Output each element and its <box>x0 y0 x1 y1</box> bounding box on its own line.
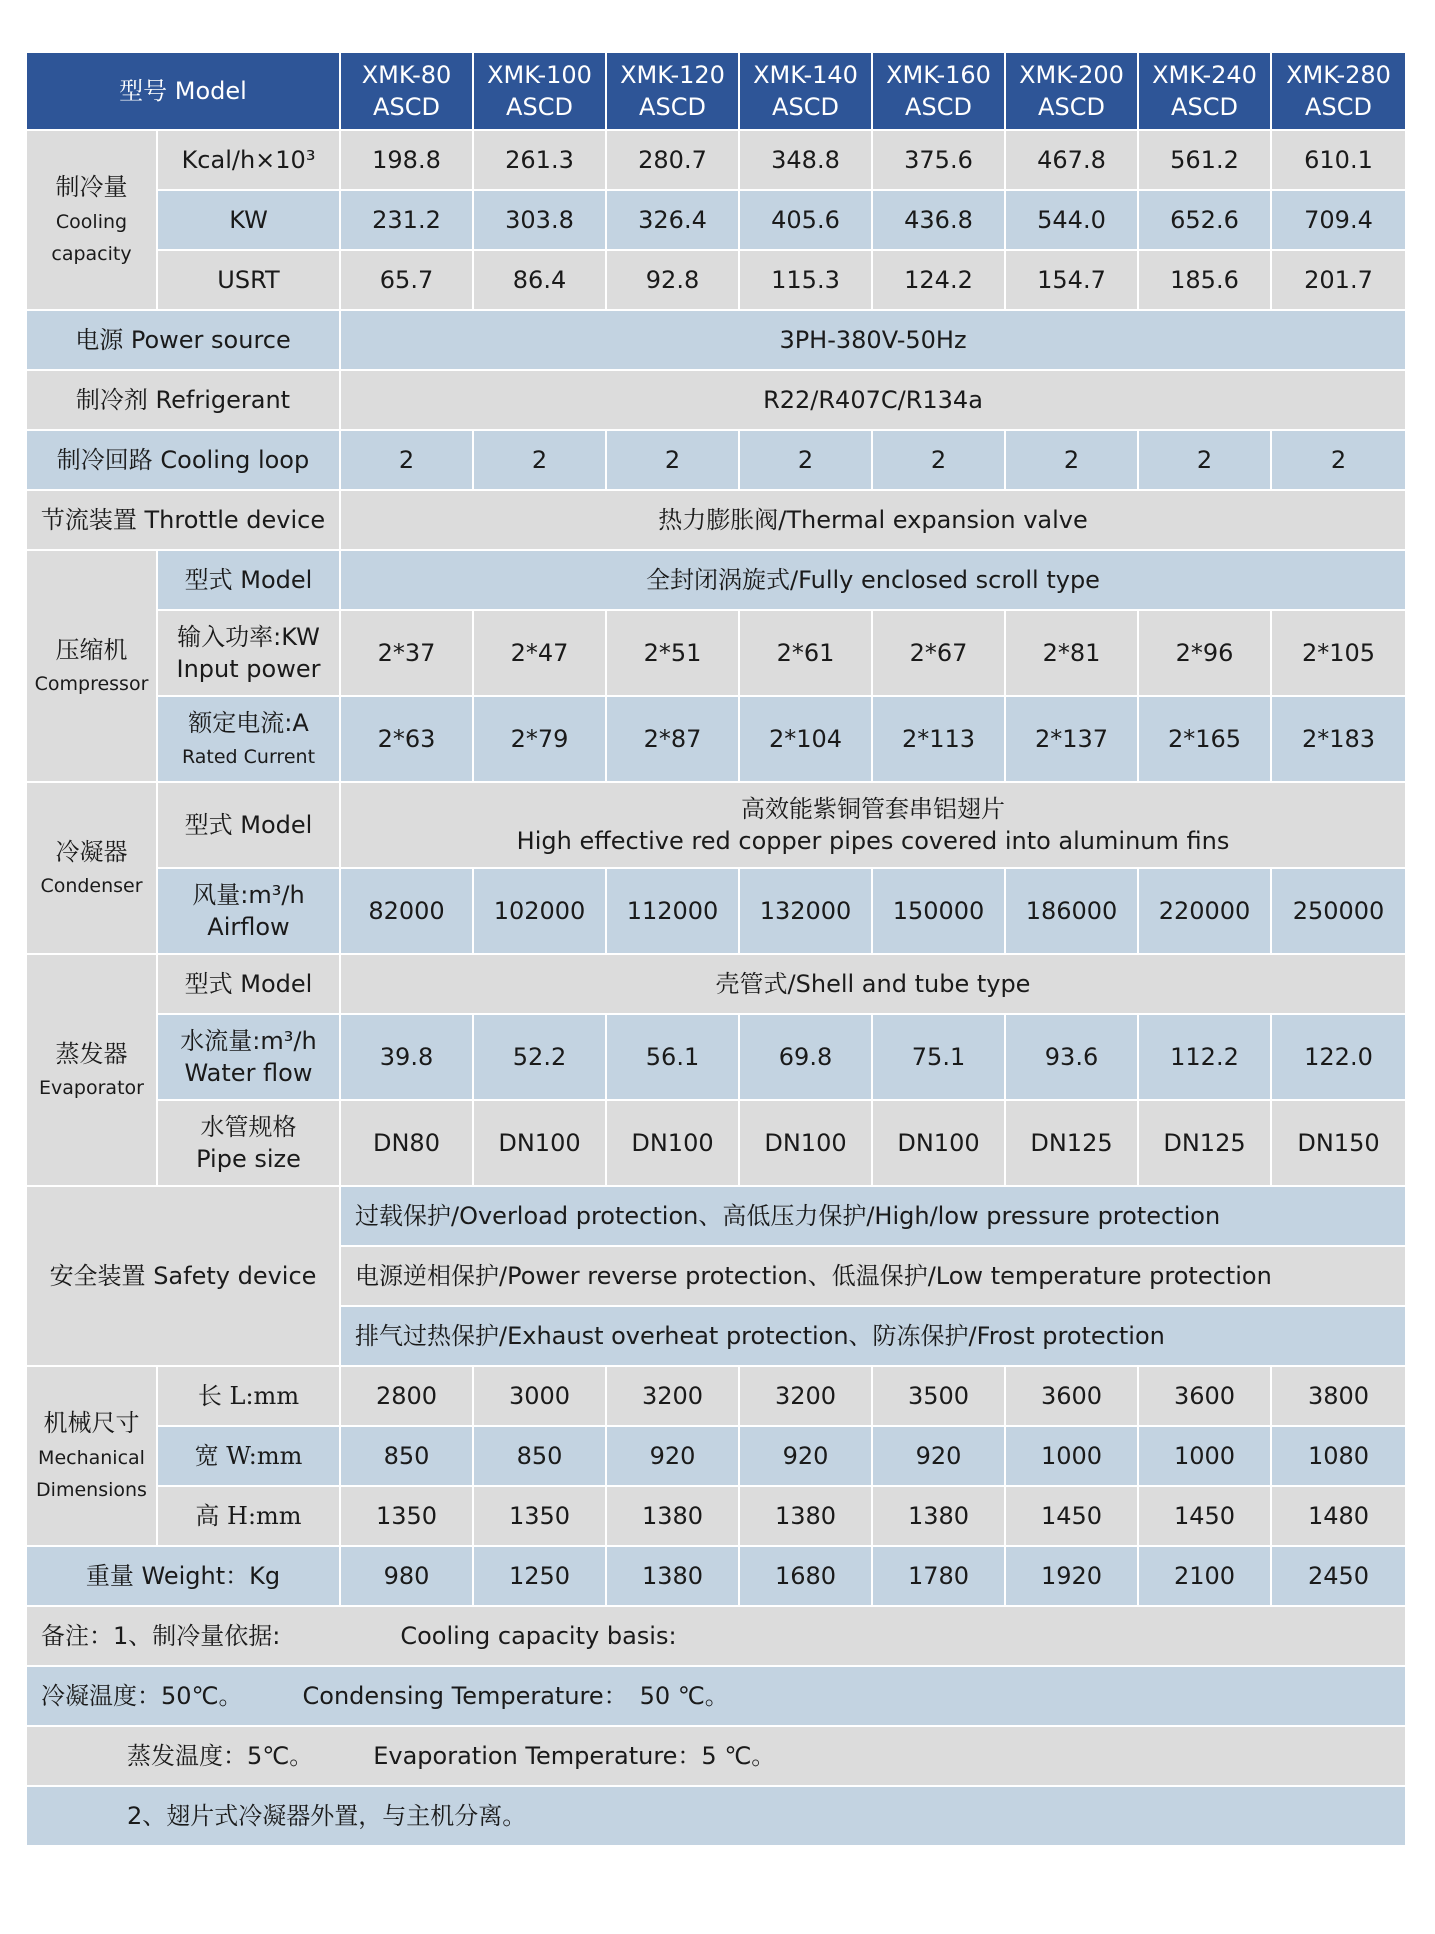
evaporator-pipe-row <box>26 1100 1406 1186</box>
value-cell: 405.6 <box>739 190 872 250</box>
mechanical-dimensions-label: 机械尺寸 Mechanical Dimensions <box>26 1366 157 1546</box>
value-cell: 2 <box>1005 430 1138 490</box>
value-cell: 2100 <box>1138 1546 1271 1606</box>
value-cell: 2 <box>1138 430 1271 490</box>
safety-line: 电源逆相保护/Power reverse protection、低温保护/Low temperature protection <box>340 1246 1406 1306</box>
value-cell: 2*37 <box>340 610 473 696</box>
value-cell: 75.1 <box>872 1014 1005 1100</box>
value-cell: 2*96 <box>1138 610 1271 696</box>
value-cell: DN80 <box>340 1100 473 1186</box>
value-cell: 1380 <box>872 1486 1005 1546</box>
value-cell: 122.0 <box>1271 1014 1406 1100</box>
condenser-airflow-row <box>26 868 1406 954</box>
width-label: 宽 W:mm <box>157 1426 340 1486</box>
compressor-model-row <box>26 550 1406 610</box>
value-cell: 561.2 <box>1138 130 1271 190</box>
dimension-row-height <box>26 1486 1406 1546</box>
model-name: XMK-160 ASCD <box>872 52 1005 130</box>
value-cell: 86.4 <box>473 250 606 310</box>
compressor-label: 压缩机 Compressor <box>26 550 157 782</box>
cooling-row-kcal <box>26 130 1406 190</box>
value-cell: 1380 <box>606 1486 739 1546</box>
value-cell: 2 <box>872 430 1005 490</box>
compressor-current-row <box>26 696 1406 782</box>
value-cell: 3200 <box>739 1366 872 1426</box>
value-cell: 2*183 <box>1271 696 1406 782</box>
value-cell: 3200 <box>606 1366 739 1426</box>
value-cell: 467.8 <box>1005 130 1138 190</box>
value-cell: 3800 <box>1271 1366 1406 1426</box>
evaporator-model-label: 型式 Model <box>157 954 340 1014</box>
refrigerant-label: 制冷剂 Refrigerant <box>26 370 340 430</box>
dimension-row-length <box>26 1366 1406 1426</box>
model-name: XMK-280 ASCD <box>1271 52 1406 130</box>
value-cell: 1380 <box>606 1546 739 1606</box>
unit-label: Kcal/h×10³ <box>157 130 340 190</box>
value-cell: DN100 <box>872 1100 1005 1186</box>
value-cell: 920 <box>872 1426 1005 1486</box>
value-cell: 185.6 <box>1138 250 1271 310</box>
condenser-label: 冷凝器 Condenser <box>26 782 157 954</box>
model-name: XMK-100 ASCD <box>473 52 606 130</box>
input-power-label: 输入功率:KW Input power <box>157 610 340 696</box>
safety-line: 排气过热保护/Exhaust overheat protection、防冻保护/Frost protection <box>340 1306 1406 1366</box>
value-cell: 2800 <box>340 1366 473 1426</box>
condenser-model-row <box>26 782 1406 868</box>
value-cell: 2*137 <box>1005 696 1138 782</box>
condenser-model-label: 型式 Model <box>157 782 340 868</box>
note-condensing-temp: 冷凝温度：50℃。 Condensing Temperature： 50 ℃。 <box>26 1666 1406 1726</box>
value-cell: 2 <box>473 430 606 490</box>
note-row-4 <box>26 1786 1406 1846</box>
value-cell: DN150 <box>1271 1100 1406 1186</box>
value-cell: 1450 <box>1138 1486 1271 1546</box>
refrigerant-row <box>26 370 1406 430</box>
value-cell: DN100 <box>473 1100 606 1186</box>
value-cell: 2*67 <box>872 610 1005 696</box>
refrigerant-value: R22/R407C/R134a <box>340 370 1406 430</box>
value-cell: DN100 <box>606 1100 739 1186</box>
compressor-model-value: 全封闭涡旋式/Fully enclosed scroll type <box>340 550 1406 610</box>
value-cell: 2*105 <box>1271 610 1406 696</box>
value-cell: 1000 <box>1138 1426 1271 1486</box>
rated-current-label: 额定电流:A Rated Current <box>157 696 340 782</box>
value-cell: 39.8 <box>340 1014 473 1100</box>
value-cell: 3000 <box>473 1366 606 1426</box>
model-label: 型号 Model <box>26 52 340 130</box>
value-cell: 56.1 <box>606 1014 739 1100</box>
value-cell: 201.7 <box>1271 250 1406 310</box>
model-name: XMK-120 ASCD <box>606 52 739 130</box>
value-cell: 1450 <box>1005 1486 1138 1546</box>
model-name: XMK-240 ASCD <box>1138 52 1271 130</box>
cooling-capacity-label: 制冷量 Cooling capacity <box>26 130 157 310</box>
value-cell: 3600 <box>1005 1366 1138 1426</box>
value-cell: 65.7 <box>340 250 473 310</box>
dimension-row-width <box>26 1426 1406 1486</box>
model-name: XMK-140 ASCD <box>739 52 872 130</box>
value-cell: 2 <box>739 430 872 490</box>
cooling-loop-label: 制冷回路 Cooling loop <box>26 430 340 490</box>
value-cell: 1380 <box>739 1486 872 1546</box>
value-cell: 1080 <box>1271 1426 1406 1486</box>
value-cell: 2 <box>606 430 739 490</box>
value-cell: 436.8 <box>872 190 1005 250</box>
value-cell: 1250 <box>473 1546 606 1606</box>
value-cell: 1350 <box>340 1486 473 1546</box>
note-row-1 <box>26 1606 1406 1666</box>
note-cooling-basis: 备注：1、制冷量依据: Cooling capacity basis: <box>26 1606 1406 1666</box>
value-cell: 1680 <box>739 1546 872 1606</box>
compressor-model-label: 型式 Model <box>157 550 340 610</box>
throttle-row <box>26 490 1406 550</box>
value-cell: 2*51 <box>606 610 739 696</box>
value-cell: 102000 <box>473 868 606 954</box>
value-cell: 2*47 <box>473 610 606 696</box>
cooling-row-usrt <box>26 250 1406 310</box>
value-cell: 92.8 <box>606 250 739 310</box>
value-cell: 1920 <box>1005 1546 1138 1606</box>
evaporator-flow-row <box>26 1014 1406 1100</box>
value-cell: 3600 <box>1138 1366 1271 1426</box>
model-name: XMK-200 ASCD <box>1005 52 1138 130</box>
value-cell: 2*87 <box>606 696 739 782</box>
power-source-label: 电源 Power source <box>26 310 340 370</box>
value-cell: 69.8 <box>739 1014 872 1100</box>
value-cell: 112.2 <box>1138 1014 1271 1100</box>
value-cell: DN125 <box>1005 1100 1138 1186</box>
value-cell: 2*63 <box>340 696 473 782</box>
evaporator-model-row <box>26 954 1406 1014</box>
value-cell: 652.6 <box>1138 190 1271 250</box>
pipe-size-label: 水管规格 Pipe size <box>157 1100 340 1186</box>
value-cell: 850 <box>340 1426 473 1486</box>
value-cell: 850 <box>473 1426 606 1486</box>
power-source-value: 3PH-380V-50Hz <box>340 310 1406 370</box>
value-cell: 375.6 <box>872 130 1005 190</box>
note-condenser-external: 2、翅片式冷凝器外置，与主机分离。 <box>26 1786 1406 1846</box>
unit-label: USRT <box>157 250 340 310</box>
length-label: 长 L:mm <box>157 1366 340 1426</box>
value-cell: 124.2 <box>872 250 1005 310</box>
value-cell: 220000 <box>1138 868 1271 954</box>
spec-table <box>25 51 1407 1847</box>
value-cell: 920 <box>739 1426 872 1486</box>
value-cell: 2*104 <box>739 696 872 782</box>
condenser-model-value: 高效能紫铜管套串铝翅片 High effective red copper pipes covered into aluminum fins <box>340 782 1406 868</box>
value-cell: 348.8 <box>739 130 872 190</box>
value-cell: 261.3 <box>473 130 606 190</box>
value-cell: 82000 <box>340 868 473 954</box>
value-cell: 132000 <box>739 868 872 954</box>
value-cell: 1000 <box>1005 1426 1138 1486</box>
value-cell: 1480 <box>1271 1486 1406 1546</box>
throttle-label: 节流装置 Throttle device <box>26 490 340 550</box>
cooling-loop-row <box>26 430 1406 490</box>
value-cell: 186000 <box>1005 868 1138 954</box>
height-label: 高 H:mm <box>157 1486 340 1546</box>
note-row-3 <box>26 1726 1406 1786</box>
airflow-label: 风量:m³/h Airflow <box>157 868 340 954</box>
model-name: XMK-80 ASCD <box>340 52 473 130</box>
value-cell: DN125 <box>1138 1100 1271 1186</box>
weight-label: 重量 Weight：Kg <box>26 1546 340 1606</box>
throttle-value: 热力膨胀阀/Thermal expansion valve <box>340 490 1406 550</box>
value-cell: 250000 <box>1271 868 1406 954</box>
value-cell: 150000 <box>872 868 1005 954</box>
note-evaporation-temp: 蒸发温度：5℃。 Evaporation Temperature：5 ℃。 <box>26 1726 1406 1786</box>
safety-device-label: 安全装置 Safety device <box>26 1186 340 1366</box>
value-cell: DN100 <box>739 1100 872 1186</box>
value-cell: 2 <box>1271 430 1406 490</box>
value-cell: 303.8 <box>473 190 606 250</box>
value-cell: 1350 <box>473 1486 606 1546</box>
safety-row-1 <box>26 1186 1406 1246</box>
value-cell: 1780 <box>872 1546 1005 1606</box>
value-cell: 920 <box>606 1426 739 1486</box>
value-cell: 2*79 <box>473 696 606 782</box>
value-cell: 980 <box>340 1546 473 1606</box>
weight-row <box>26 1546 1406 1606</box>
value-cell: 326.4 <box>606 190 739 250</box>
safety-line: 过载保护/Overload protection、高低压力保护/High/low pressure protection <box>340 1186 1406 1246</box>
value-cell: 2*113 <box>872 696 1005 782</box>
value-cell: 231.2 <box>340 190 473 250</box>
unit-label: KW <box>157 190 340 250</box>
header-row <box>26 52 1406 130</box>
value-cell: 2*165 <box>1138 696 1271 782</box>
power-source-row <box>26 310 1406 370</box>
value-cell: 3500 <box>872 1366 1005 1426</box>
value-cell: 709.4 <box>1271 190 1406 250</box>
value-cell: 52.2 <box>473 1014 606 1100</box>
value-cell: 2*81 <box>1005 610 1138 696</box>
value-cell: 2 <box>340 430 473 490</box>
cooling-row-kw <box>26 190 1406 250</box>
evaporator-model-value: 壳管式/Shell and tube type <box>340 954 1406 1014</box>
value-cell: 280.7 <box>606 130 739 190</box>
value-cell: 112000 <box>606 868 739 954</box>
value-cell: 2*61 <box>739 610 872 696</box>
water-flow-label: 水流量:m³/h Water flow <box>157 1014 340 1100</box>
value-cell: 610.1 <box>1271 130 1406 190</box>
value-cell: 115.3 <box>739 250 872 310</box>
value-cell: 93.6 <box>1005 1014 1138 1100</box>
value-cell: 154.7 <box>1005 250 1138 310</box>
compressor-power-row <box>26 610 1406 696</box>
value-cell: 544.0 <box>1005 190 1138 250</box>
value-cell: 2450 <box>1271 1546 1406 1606</box>
note-row-2 <box>26 1666 1406 1726</box>
value-cell: 198.8 <box>340 130 473 190</box>
evaporator-label: 蒸发器 Evaporator <box>26 954 157 1186</box>
